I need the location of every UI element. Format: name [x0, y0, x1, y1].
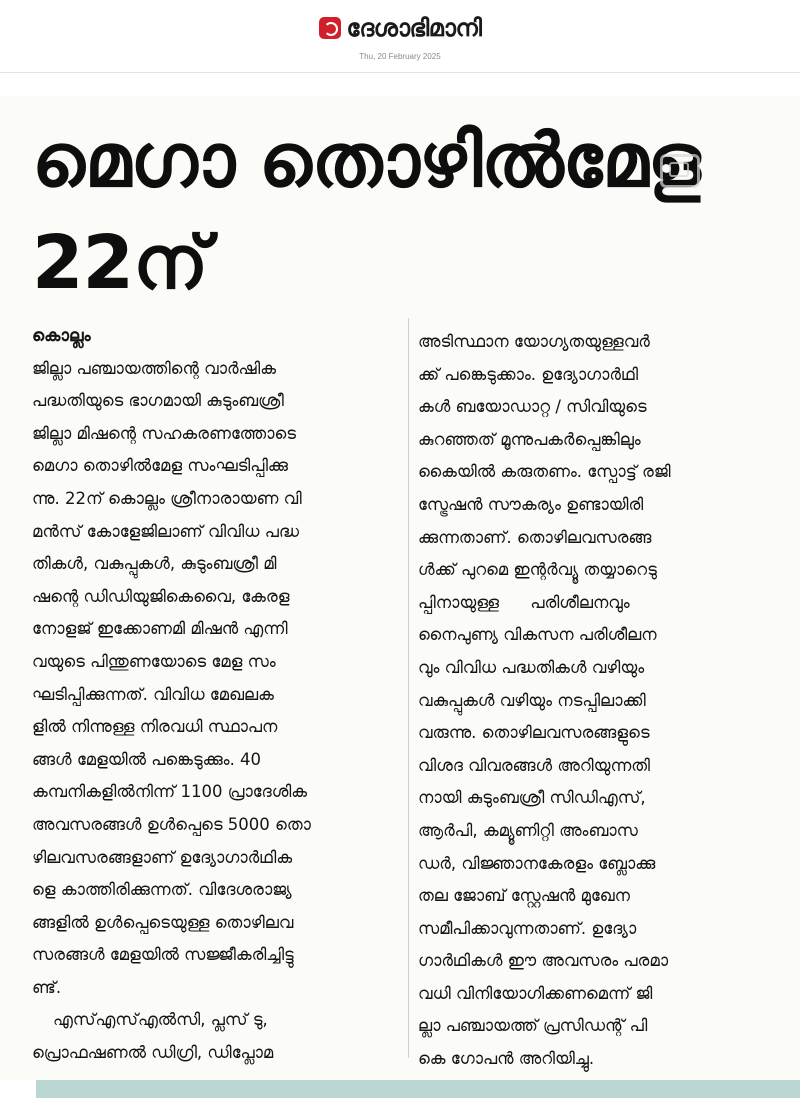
article-line: പദ്ധതിയുടെ ഭാഗമായി കുടുംബശ്രീ [32, 391, 284, 411]
article-line: ഷന്റെ ഡിഡിയുജികെവൈ, കേരള [32, 586, 290, 606]
article-line: ളെ കാത്തിരിക്കുന്നത്. വിദേശരാജ്യ [32, 880, 292, 900]
article-line: ഗാർഥികൾ ഈ അവസരം പരമാ [418, 951, 669, 971]
article-line: വിശദ വിവരങ്ങൾ അറിയുന്നതി [418, 755, 650, 775]
article-line: ആർപി, കമ്യൂണിറ്റി അംബാസ [418, 820, 638, 840]
article-line: ൾക്ക് പുറമെ ഇന്റർവ്യൂ തയ്യാറെടു [418, 560, 657, 580]
article-line: വധി വിനിയോഗിക്കണമെന്ന് ജി [418, 983, 653, 1003]
article-line: എസ്എസ്എൽസി, പ്ലസ് ടു, [32, 1010, 268, 1030]
article-line: നൈപുണ്യ വികസന പരിശീലന [418, 625, 657, 645]
article-line: നോളജ് ഇക്കോണമി മിഷൻ എന്നി [32, 619, 288, 639]
article-column-right [418, 326, 778, 1076]
column-divider [408, 318, 409, 1058]
article-line: ങ്ങളിൽ ഉൾപ്പെടെയുള്ള തൊഴിലവ [32, 912, 294, 932]
article-line: മെഗാ തൊഴിൽമേള സംഘടിപ്പിക്കു [32, 456, 289, 476]
deshabhimani-logo-icon [319, 17, 341, 39]
article-line: അവസരങ്ങൾ ഉൾപ്പെടെ 5000 തൊ [32, 814, 311, 834]
article-line: അടിസ്ഥാന യോഗ്യതയുള്ളവർ [418, 332, 650, 351]
article-line: സ്ട്രേഷൻ സൗകര്യം ഉണ്ടായിരി [418, 494, 644, 514]
newspaper-clipping [0, 96, 800, 1080]
watermark-icon [660, 154, 700, 188]
article-line: ഡർ, വിജ്ഞാനകേരളം ബ്ലോക്കു [418, 853, 656, 873]
article-line: ണ്ട്. [32, 977, 62, 997]
article-line: ഘടിപ്പിക്കുന്നത്. വിവിധ മേഖലക [32, 684, 274, 704]
article-line: കൾ ബയോഡാറ്റ / സിവിയുടെ [418, 397, 647, 417]
article-line: വയുടെ പിന്തുണയോടെ മേള സം [32, 651, 276, 671]
brand-name: ദേശാഭിമാനി [346, 14, 482, 42]
article-line: കമ്പനികളിൽനിന്ന് 1100 പ്രാദേശിക [32, 782, 308, 802]
article-column-left [32, 320, 404, 1070]
article-line: വും വിവിധ പദ്ധതികൾ വഴിയും [418, 657, 645, 677]
article-line: ളിൽ നിന്നുള്ള നിരവധി സ്ഥാപന [32, 717, 278, 737]
article-line: ക്ക് പങ്കെടുക്കാം. ഉദ്യോഗാർഥി [418, 364, 639, 384]
article-line: ക്കുന്നതാണ്. തൊഴിലവസരങ്ങ [418, 527, 652, 547]
headline: മെഗാ തൊഴിൽമേള 22ന് [32, 118, 700, 306]
article-line: നായി കുടുംബശ്രീ സിഡിഎസ്, [418, 788, 646, 808]
right-column-text [418, 326, 778, 1076]
article-line: മൻസ് കോളേജിലാണ് വിവിധ പദ്ധ [32, 521, 299, 541]
article-line: പ്രൊഫഷണൽ ഡിഗ്രി, ഡിപ്ലോമ [32, 1043, 274, 1063]
masthead [0, 0, 800, 73]
brand[interactable] [0, 14, 800, 42]
article-line: ന്നു. 22ന് കൊല്ലം ശ്രീനാരായണ വി [32, 488, 302, 508]
article-line: തല ജോബ് സ്റ്റേഷൻ മുഖേന [418, 886, 630, 906]
article-line: സമീപിക്കാവുന്നതാണ്. ഉദ്യോ [418, 918, 637, 938]
article-line: വകുപ്പുകൾ വഴിയും നടപ്പിലാക്കി [418, 690, 646, 710]
left-column-text [32, 353, 404, 1070]
article-line: ഴിലവസരങ്ങളാണ് ഉദ്യോഗാർഥിക [32, 847, 293, 867]
dateline: കൊല്ലം [32, 326, 91, 346]
article-line: ജില്ലാ മിഷന്റെ സഹകരണത്തോടെ [32, 423, 296, 443]
article-line: തികൾ, വകുപ്പുകൾ, കുടുംബശ്രീ മി [32, 554, 277, 574]
article-line: ങ്ങൾ മേളയിൽ പങ്കെടുക്കും. 40 [32, 749, 262, 769]
article-line: കുറഞ്ഞത് മൂന്നുപകർപ്പെങ്കിലും [418, 429, 641, 449]
article-line: കൈയിൽ കരുതണം. സ്പോട്ട് രജി [418, 462, 671, 482]
article-line: പ്പിനായുള്ള പരിശീലനവും [418, 592, 630, 612]
article-line: കെ ഗോപൻ അറിയിച്ചു. [418, 1049, 595, 1069]
article-line: ജില്ലാ പഞ്ചായത്തിന്റെ വാർഷിക [32, 358, 276, 378]
article-line: ല്ലാ പഞ്ചായത്ത് പ്രസിഡന്റ് പി [418, 1016, 648, 1036]
article-line: വരുന്നു. തൊഴിലവസരങ്ങളുടെ [418, 723, 650, 743]
bottom-strip [36, 1080, 800, 1098]
edition-date: Thu, 20 February 2025 [359, 52, 441, 61]
article-line: സരങ്ങൾ മേളയിൽ സജ്ജീകരിച്ചിട്ടു [32, 945, 294, 965]
